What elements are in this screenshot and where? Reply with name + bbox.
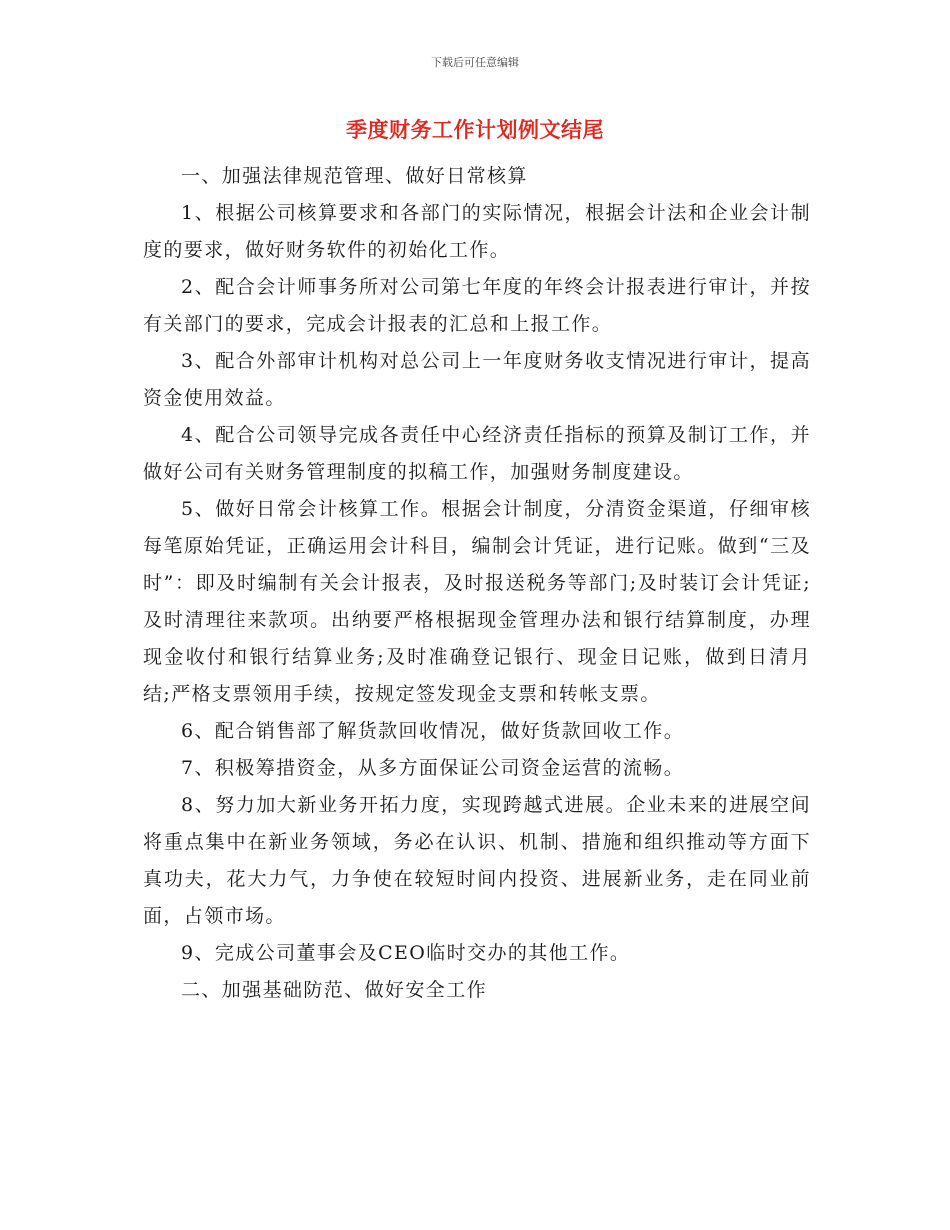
paragraph-item-5: 5、做好日常会计核算工作。根据会计制度，分清资金渠道，仔细审核每笔原始凭证，正确运用会计科目，编制会计凭证，进行记账。做到“三及时”：即及时编制有关会计报表，及时报送税务等部门;及时装订会计凭证;及时清理往来款项。出纳要严格根据现金管理办法和银行结算制度，办理现金收付和银行结算业务;及时准确登记银行、现金日记账，做到日清月结;严格支票领用手续，按规定签发现金支票和转帐支票。 [143,498,811,705]
paragraph-item-3: 3、配合外部审计机构对总公司上一年度财务收支情况进行审计，提高资金使用效益。 [143,350,811,409]
document-body [143,158,811,1009]
paragraph-item-2: 2、配合会计师事务所对公司第七年度的年终会计报表进行审计，并按有关部门的要求，完成会计报表的汇总和上报工作。 [143,276,811,335]
section-heading-2: 二、加强基础防范、做好安全工作 [181,979,488,1001]
document-title: 季度财务工作计划例文结尾 [346,118,604,142]
paragraph-item-6: 6、配合销售部了解货款回收情况，做好货款回收工作。 [181,720,685,742]
paragraph-item-9: 9、完成公司董事会及CEO临时交办的其他工作。 [181,942,631,964]
section-heading-1: 一、加强法律规范管理、做好日常核算 [181,165,528,187]
paragraph-item-1: 1、根据公司核算要求和各部门的实际情况，根据会计法和企业会计制度的要求，做好财务软件的初始化工作。 [143,202,811,261]
paragraph-item-8: 8、努力加大新业务开拓力度，实现跨越式进展。企业未来的进展空间将重点集中在新业务领域，务必在认识、机制、措施和组织推动等方面下真功夫，花大力气，力争使在较短时间内投资、进展新业务，走在同业前面，占领市场。 [143,794,811,927]
paragraph-item-4: 4、配合公司领导完成各责任中心经济责任指标的预算及制订工作，并做好公司有关财务管理制度的拟稿工作，加强财务制度建设。 [143,424,811,483]
header-note: 下载后可任意编辑 [431,56,519,69]
paragraph-item-7: 7、积极筹措资金，从多方面保证公司资金运营的流畅。 [181,757,685,779]
